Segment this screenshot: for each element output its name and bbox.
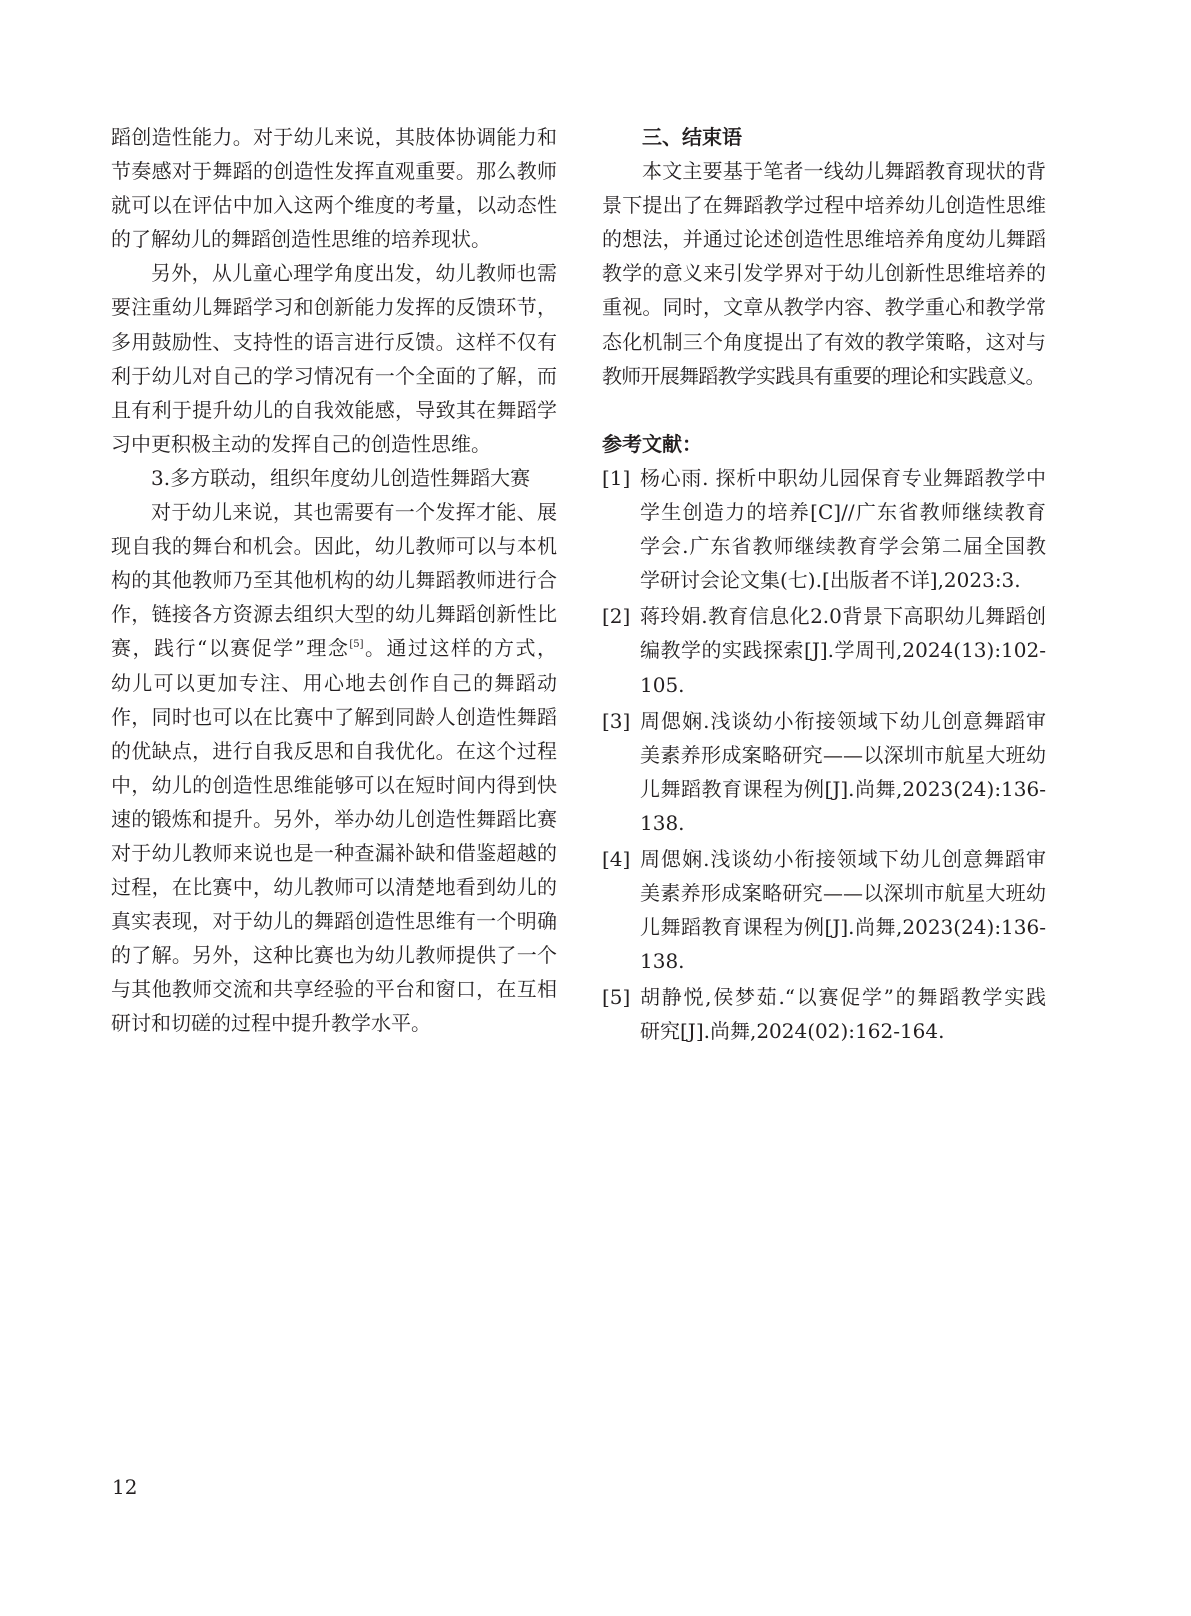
text-line: 中，幼儿的创造性思维能够可以在短时间内得到快 [111, 772, 557, 797]
text-line: 幼儿可以更加专注、用心地去创作自己的舞蹈动 [111, 670, 557, 695]
reference-text-line: 胡静悦,侯梦茹.“以赛促学”的舞蹈教学实践 [640, 985, 1046, 1010]
right-column [602, 120, 1046, 1049]
reference-text-line: 研究[J].尚舞,2024(02):162-164. [640, 1019, 945, 1044]
body-paragraph [111, 495, 557, 1041]
conclusion-paragraph [602, 154, 1046, 393]
reference-text-line: 周偲娴.浅谈幼小衔接领域下幼儿创意舞蹈审 [640, 708, 1046, 733]
subsection-heading: 3.多方联动，组织年度幼儿创造性舞蹈大赛 [151, 465, 531, 490]
reference-label: [2] [602, 604, 631, 629]
reference-text-line: 儿舞蹈教育课程为例[J].尚舞,2023(24):136- [640, 776, 1046, 801]
text-segment: 。通过这样的方式， [363, 636, 558, 661]
text-line: 真实表现，对于幼儿的舞蹈创造性思维有一个明确 [111, 909, 557, 934]
text-line: 蹈创造性能力。对于幼儿来说，其肢体协调能力和 [111, 125, 557, 149]
reference-text-line: 美素养形成案略研究——以深圳市航星大班幼 [640, 881, 1046, 906]
reference-label: [3] [602, 708, 631, 733]
text-line: 景下提出了在舞蹈教学过程中培养幼儿创造性思维 [602, 193, 1046, 218]
section-heading: 三、结束语 [642, 125, 742, 149]
text-line: 本文主要基于笔者一线幼儿舞蹈教育现状的背 [642, 159, 1046, 184]
text-line: 习中更积极主动的发挥自己的创造性思维。 [111, 431, 491, 456]
reference-text-line: 学研讨会论文集(七).[出版者不详],2023:3. [640, 568, 1021, 593]
text-segment: 赛，践行“以赛促学”理念 [111, 636, 350, 661]
text-line: 重视。同时，文章从教学内容、教学重心和教学常 [602, 295, 1046, 320]
reference-text-line: 蒋玲娟.教育信息化2.0背景下高职幼儿舞蹈创 [640, 604, 1046, 629]
reference-text-line: 105. [640, 672, 685, 697]
text-line: 另外，从儿童心理学角度出发，幼儿教师也需 [151, 261, 557, 286]
text-line: 研讨和切磋的过程中提升教学水平。 [111, 1011, 431, 1036]
reference-label: [5] [602, 985, 631, 1010]
text-line: 作，链接各方资源去组织大型的幼儿舞蹈创新性比 [111, 602, 557, 627]
text-line: 过程，在比赛中，幼儿教师可以清楚地看到幼儿的 [111, 875, 557, 900]
reference-item [602, 704, 1046, 840]
reference-text-line: 周偲娴.浅谈幼小衔接领域下幼儿创意舞蹈审 [640, 846, 1046, 871]
reference-text-line: 美素养形成案略研究——以深圳市航星大班幼 [640, 742, 1046, 767]
text-line: 对于幼儿来说，其也需要有一个发挥才能、展 [151, 500, 557, 525]
left-column [111, 120, 557, 1041]
text-line: 要注重幼儿舞蹈学习和创新能力发挥的反馈环节， [111, 295, 557, 320]
reference-label: [4] [602, 846, 631, 871]
reference-text-line: 编教学的实践探索[J].学周刊,2024(13):102- [640, 638, 1046, 663]
reference-item [602, 842, 1046, 978]
text-line-with-citation [111, 631, 557, 665]
text-line: 利于幼儿对自己的学习情况有一个全面的了解，而 [111, 363, 557, 388]
reference-text-line: 138. [640, 949, 685, 974]
text-line: 就可以在评估中加入这两个维度的考量，以动态性 [111, 193, 557, 218]
reference-text-line: 学会.广东省教师继续教育学会第二届全国教 [640, 534, 1046, 559]
reference-text-line: 138. [640, 810, 685, 835]
reference-item [602, 461, 1046, 597]
text-line: 态化机制三个角度提出了有效的教学策略，这对与 [602, 329, 1046, 354]
body-paragraph [111, 120, 557, 256]
text-line: 现自我的舞台和机会。因此，幼儿教师可以与本机 [111, 534, 557, 559]
text-line: 速的锻炼和提升。另外，举办幼儿创造性舞蹈比赛 [111, 806, 557, 831]
reference-item [602, 980, 1046, 1048]
page-number: 12 [112, 1475, 138, 1499]
reference-list [602, 461, 1046, 1049]
text-line: 的想法，并通过论述创造性思维培养角度幼儿舞蹈 [602, 227, 1046, 252]
text-line: 作，同时也可以在比赛中了解到同龄人创造性舞蹈 [111, 704, 557, 729]
text-line: 且有利于提升幼儿的自我效能感，导致其在舞蹈学 [111, 397, 557, 422]
text-line: 教学的意义来引发学界对于幼儿创新性思维培养的 [602, 261, 1046, 286]
reference-text-line: 儿舞蹈教育课程为例[J].尚舞,2023(24):136- [640, 915, 1046, 940]
text-line: 对于幼儿教师来说也是一种查漏补缺和借鉴超越的 [111, 840, 557, 865]
citation-superscript[interactable]: [5] [349, 639, 364, 651]
text-line: 构的其他教师乃至其他机构的幼儿舞蹈教师进行合 [111, 568, 557, 593]
reference-item [602, 599, 1046, 701]
reference-text-line: 杨心雨. 探析中职幼儿园保育专业舞蹈教学中 [640, 465, 1046, 490]
body-paragraph [111, 256, 557, 461]
text-line: 的了解幼儿的舞蹈创造性思维的培养现状。 [111, 227, 491, 252]
text-line: 与其他教师交流和共享经验的平台和窗口，在互相 [111, 977, 557, 1002]
text-line: 节奏感对于舞蹈的创造性发挥直观重要。那么教师 [111, 159, 557, 184]
references-heading: 参考文献： [602, 431, 702, 456]
text-line: 多用鼓励性、支持性的语言进行反馈。这样不仅有 [111, 329, 557, 354]
text-line: 教师开展舞蹈教学实践具有重要的理论和实践意义。 [602, 363, 1045, 388]
reference-text-line: 学生创造力的培养[C]//广东省教师继续教育 [640, 500, 1046, 525]
reference-label: [1] [602, 465, 631, 490]
text-line: 的了解。另外，这种比赛也为幼儿教师提供了一个 [111, 943, 557, 968]
text-line: 的优缺点，进行自我反思和自我优化。在这个过程 [111, 738, 557, 763]
